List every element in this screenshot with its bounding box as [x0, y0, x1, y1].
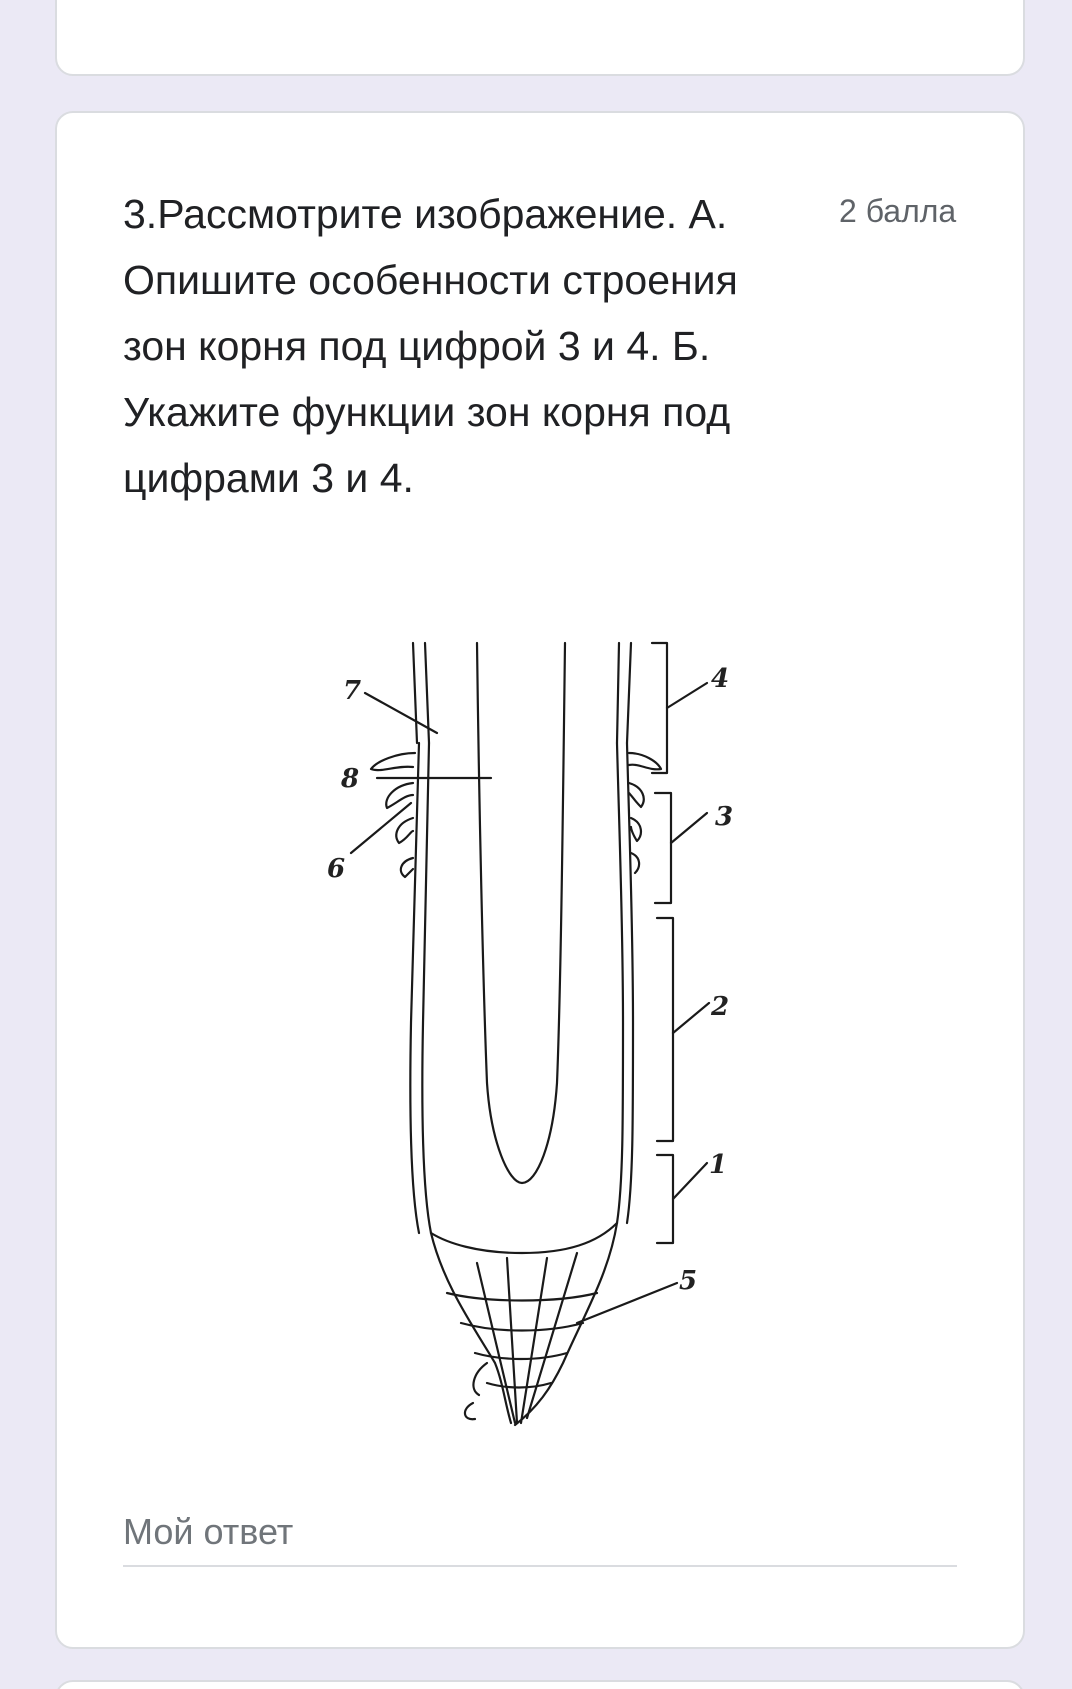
question-card	[55, 111, 1025, 1649]
root-structure-diagram	[247, 603, 807, 1543]
next-question-card	[55, 1680, 1025, 1689]
diagram-label-2: 2	[711, 992, 730, 1022]
answer-input[interactable]	[123, 1503, 957, 1567]
diagram-label-3: 3	[715, 802, 734, 832]
diagram-label-6: 6	[327, 854, 346, 884]
diagram-label-7: 7	[343, 676, 362, 706]
previous-question-card	[55, 0, 1025, 76]
points-label: 2 балла	[839, 193, 957, 229]
answer-placeholder: Мой ответ	[123, 1511, 294, 1552]
diagram-label-4: 4	[711, 664, 730, 694]
diagram-label-8: 8	[341, 764, 360, 794]
question-text: 3.Рассмотрите изображение. А. Опишите особенности строения зон корня под цифрой 3 и 4. Б. Укажите функции зон корня под цифрами 3 и 4.	[123, 191, 738, 501]
diagram-label-5: 5	[679, 1266, 698, 1296]
diagram-label-1: 1	[709, 1150, 728, 1180]
